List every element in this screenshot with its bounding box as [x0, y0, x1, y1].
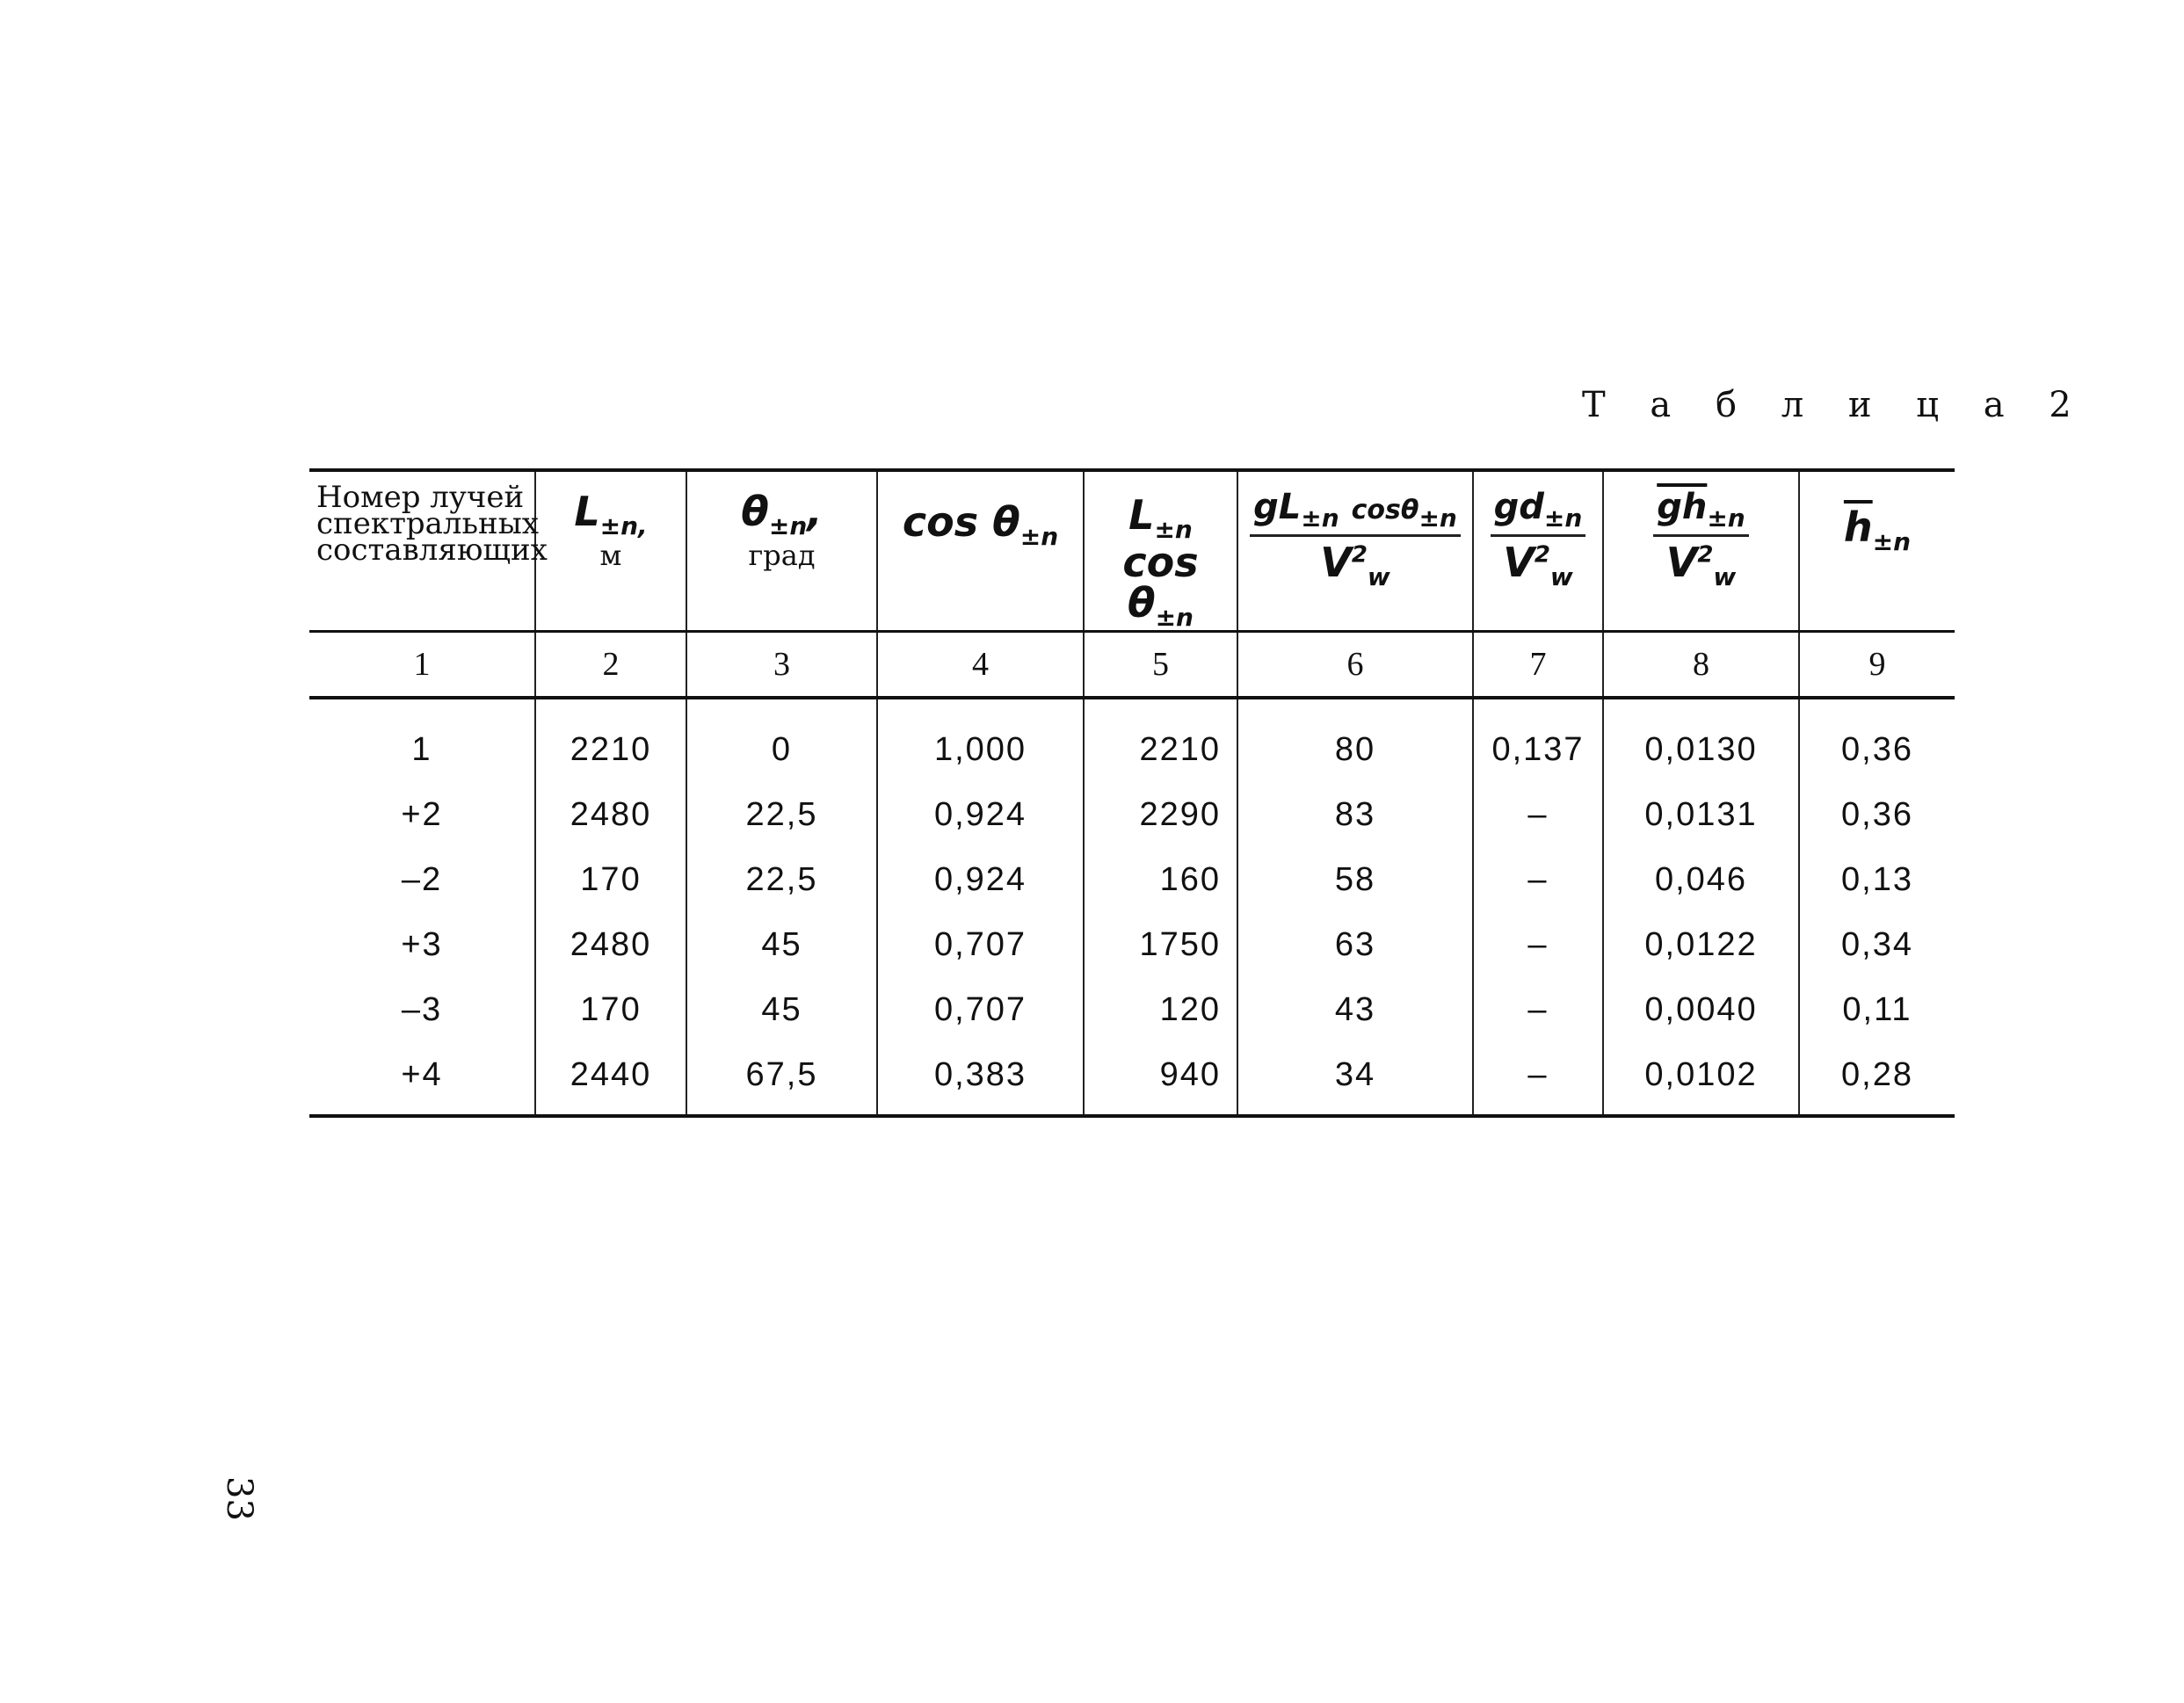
- column-number: 1: [309, 632, 535, 699]
- header-dimensionless-d-numerator: $gd_{\pm n}$: [1491, 489, 1586, 537]
- header-ray-number: [309, 470, 548, 632]
- header-dimensionless-l: [1237, 470, 1473, 632]
- column-number: 8: [1603, 632, 1799, 699]
- table-cell: 43: [1237, 977, 1473, 1042]
- table-cell: 0,707: [877, 912, 1084, 977]
- table-cell: 170: [535, 977, 686, 1042]
- table-cell: 22,5: [686, 847, 877, 912]
- column-number: 2: [535, 632, 686, 699]
- column-number: 5: [1084, 632, 1237, 699]
- header-dimensionless-l-denominator: $V^2_w$: [1320, 539, 1390, 592]
- page-number: 33: [219, 1476, 259, 1521]
- table-cell: 940: [1084, 1042, 1237, 1116]
- table-row: [309, 782, 1955, 847]
- table-cell: 0,13: [1799, 847, 1955, 912]
- table-row: [309, 847, 1955, 912]
- table-cell: 0,0131: [1603, 782, 1799, 847]
- header-angle-symbol: $\theta_{\pm n}$,: [741, 488, 823, 541]
- table-cell: –3: [401, 990, 443, 1028]
- header-ratio-l-cos-denominator: $\cos \theta_{\pm n}$: [1122, 539, 1199, 633]
- table-cell: –: [1473, 782, 1603, 847]
- data-table: [309, 468, 1955, 1118]
- header-ratio-l-cos: [1084, 470, 1237, 632]
- table-cell: 0,0102: [1603, 1042, 1799, 1116]
- table-cell: 0,0040: [1603, 977, 1799, 1042]
- table-cell: 0,0130: [1603, 698, 1799, 782]
- table-cell: +4: [309, 1042, 535, 1116]
- column-number: 9: [1799, 632, 1955, 699]
- table-cell: 0,34: [1799, 912, 1955, 977]
- table-cell: 0,36: [1799, 782, 1955, 847]
- table-cell: –: [1473, 1042, 1603, 1116]
- table-cell: 58: [1237, 847, 1473, 912]
- table-cell: 0,924: [877, 847, 1084, 912]
- table-cell: 160: [1084, 847, 1237, 912]
- header-dimensionless-h-numerator: $\overline{gh}_{\pm n}$: [1653, 489, 1749, 537]
- table-row: [309, 698, 1955, 782]
- table-cell: 45: [686, 977, 877, 1042]
- table-cell: 2210: [535, 698, 686, 782]
- table-cell: 0,924: [877, 782, 1084, 847]
- table-cell: –: [1473, 847, 1603, 912]
- table-row: [309, 912, 1955, 977]
- table-cell: 45: [686, 912, 877, 977]
- table-cell: 22,5: [686, 782, 877, 847]
- header-cosine-symbol: $\cos \theta_{\pm n}$: [902, 498, 1059, 552]
- column-number: 4: [877, 632, 1084, 699]
- table-cell: 2440: [535, 1042, 686, 1116]
- header-dimensionless-d-denominator: $V^2_w$: [1503, 539, 1573, 592]
- table-cell: 0,36: [1799, 698, 1955, 782]
- table-cell: 0,28: [1799, 1042, 1955, 1116]
- header-mean-height-symbol: $\overline{h}_{\pm n}$: [1843, 504, 1912, 557]
- table-cell: 2290: [1084, 782, 1237, 847]
- table-row: [309, 977, 1955, 1042]
- header-ratio-l-cos-numerator: $L_{\pm n}$: [1128, 491, 1193, 545]
- column-number: 3: [686, 632, 877, 699]
- table-cell: 0,0122: [1603, 912, 1799, 977]
- table-cell: –2: [401, 860, 443, 898]
- header-ray-number-label: Номер лучей спектральных составляющих: [316, 480, 548, 568]
- table-cell: 0,137: [1473, 698, 1603, 782]
- table-cell: 34: [1237, 1042, 1473, 1116]
- header-dimensionless-h: [1603, 470, 1799, 632]
- header-wavelength-unit: м: [599, 539, 622, 573]
- column-number: 7: [1473, 632, 1603, 699]
- table-cell: 67,5: [686, 1042, 877, 1116]
- column-number: 6: [1237, 632, 1473, 699]
- table-cell: +3: [401, 925, 443, 963]
- table-cell: 2480: [535, 912, 686, 977]
- table-cell: 0,707: [877, 977, 1084, 1042]
- table-cell: –: [1473, 977, 1603, 1042]
- table-cell: +2: [401, 795, 443, 833]
- header-wavelength-symbol: $L_{\pm n,}$: [574, 488, 648, 541]
- table-cell: 2480: [535, 782, 686, 847]
- header-cosine: [877, 470, 1084, 632]
- header-dimensionless-l-numerator: $gL_{\pm n}$ cosθ$_{\pm n}$: [1250, 489, 1461, 537]
- table-cell: 1,000: [877, 698, 1084, 782]
- header-dimensionless-d: [1473, 470, 1603, 632]
- header-angle: [686, 470, 877, 632]
- table-cell: 0,046: [1603, 847, 1799, 912]
- table-cell: 0: [686, 698, 877, 782]
- table-cell: 2210: [1084, 698, 1237, 782]
- header-wavelength: [535, 470, 686, 632]
- column-number-row: [309, 632, 1955, 699]
- table-cell: –: [1473, 912, 1603, 977]
- header-angle-unit: град: [748, 539, 816, 573]
- table-cell: 63: [1237, 912, 1473, 977]
- table-row: [309, 1042, 1955, 1116]
- header-dimensionless-h-denominator: $V^2_w$: [1665, 539, 1737, 592]
- header-mean-height: [1799, 470, 1955, 632]
- table-cell: 1: [411, 730, 432, 768]
- table-cell: 0,383: [877, 1042, 1084, 1116]
- table-cell: 80: [1237, 698, 1473, 782]
- header-row: [309, 470, 1955, 632]
- table-cell: 170: [535, 847, 686, 912]
- table-caption: Т а б л и ц а 2: [1582, 385, 2088, 425]
- table-cell: 120: [1084, 977, 1237, 1042]
- table-cell: 83: [1237, 782, 1473, 847]
- table-cell: 1750: [1084, 912, 1237, 977]
- table-cell: 0,11: [1799, 977, 1955, 1042]
